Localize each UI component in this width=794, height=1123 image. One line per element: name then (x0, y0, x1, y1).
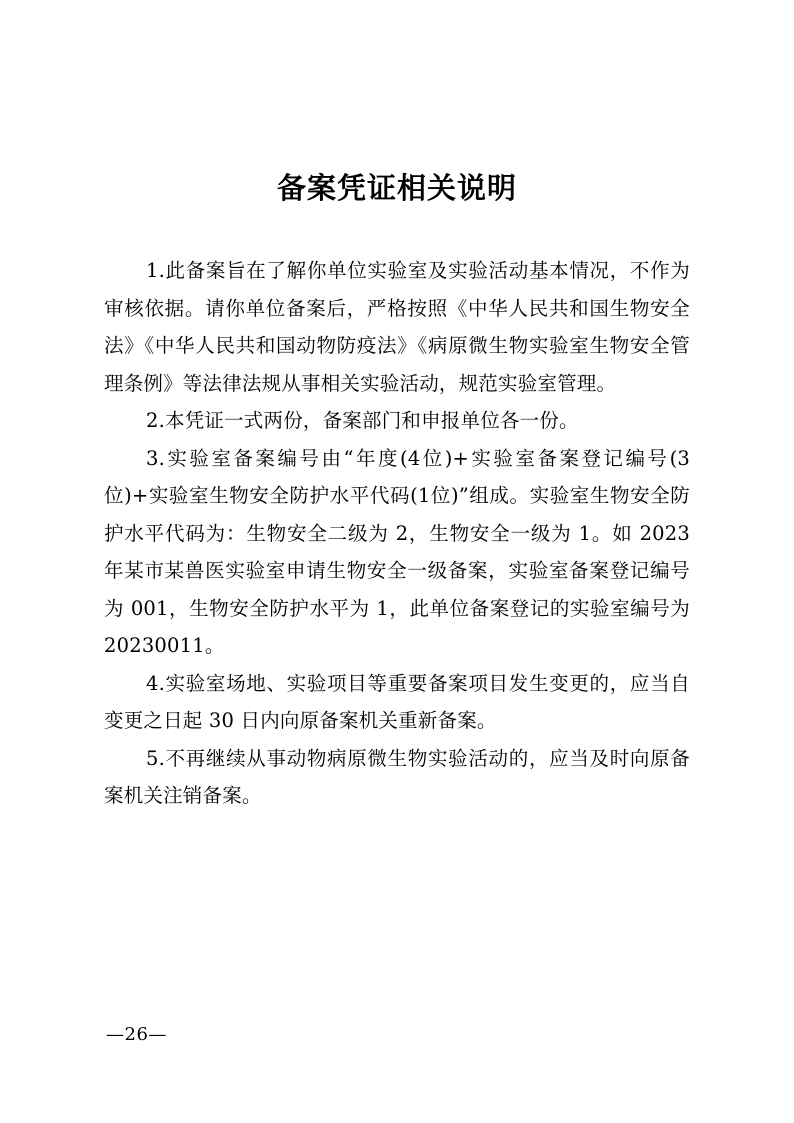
page-title: 备案凭证相关说明 (276, 171, 517, 205)
paragraph-2: 2.本凭证一式两份，备案部门和申报单位各一份。 (146, 409, 579, 432)
paragraph-5: 5.不再继续从事动物病原微生物实验活动的，应当及时向原备案机关注销备案。 (104, 746, 690, 807)
page-number: —26— (106, 1024, 167, 1045)
document-body (104, 252, 690, 815)
paragraph-4: 4.实验室场地、实验项目等重要备案项目发生变更的，应当自变更之日起 30 日内向原备案机关重新备案。 (104, 671, 690, 732)
paragraph-3: 3.实验室备案编号由“年度(4位)+实验室备案登记编号(3位)+实验室生物安全防护水平代码(1位)”组成。实验室生物安全防护水平代码为：生物安全二级为 2，生物安全一级为 1。如 2023 年某市某兽医实验室申请生物安全一级备案，实验室备案登记编号为 001，生物安全防护水平为 1，此单位备案登记的实验室编号为 20230011。 (104, 446, 690, 657)
paragraph-1: 1.此备案旨在了解你单位实验室及实验活动基本情况，不作为审核依据。请你单位备案后，严格按照《中华人民共和国生物安全法》《中华人民共和国动物防疫法》《病原微生物实验室生物安全管理条例》等法律法规从事相关实验活动，规范实验室管理。 (104, 259, 690, 395)
